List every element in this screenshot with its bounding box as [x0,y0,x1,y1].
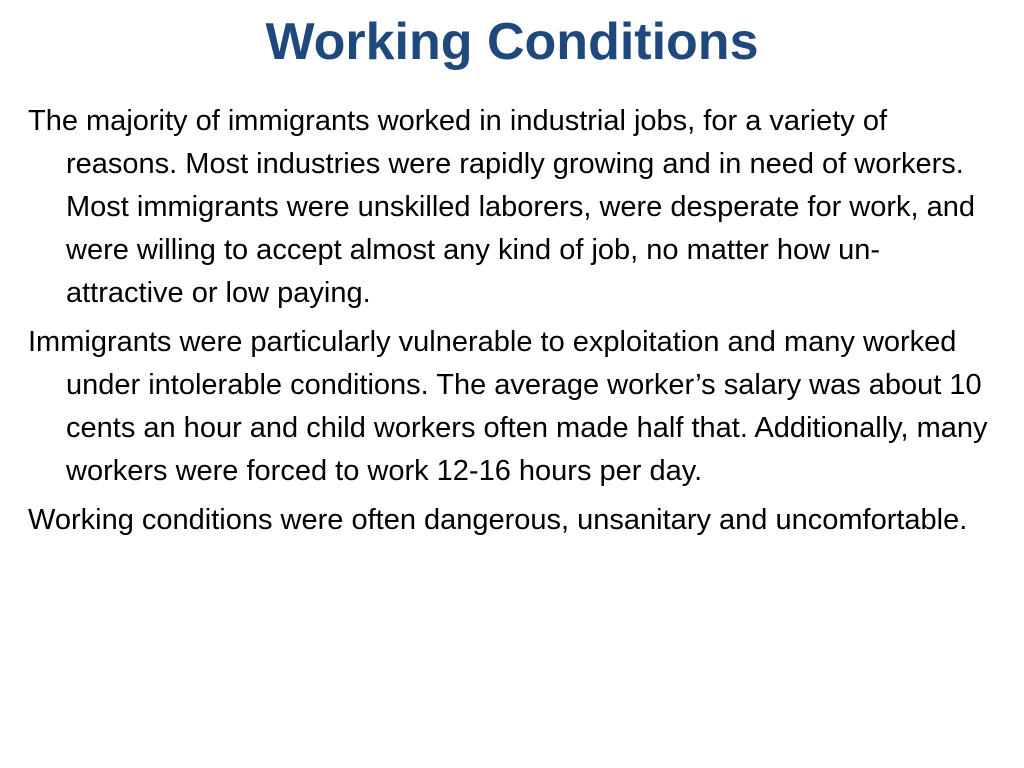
paragraph-industrial-jobs: The majority of immigrants worked in industrial jobs, for a variety of reasons. Most industries were rapidly growing and in need of workers. Most immigrants were unskilled laborers, were desperate for work, and were willing to accept almost any kind of job, no matter how un-attractive or low paying. [28,105,976,309]
slide-body [28,100,988,548]
slide-title: Working Conditions [265,13,759,71]
paragraph-exploitation: Immigrants were particularly vulnerable to exploitation and many worked under intolerable conditions. The average worker’s salary was about 10 cents an hour and child workers often made half that. Additionally, many workers were forced to work 12-16 hours per day. [28,326,988,487]
paragraph-conditions: Working conditions were often dangerous, unsanitary and uncomfortable. [28,504,968,536]
